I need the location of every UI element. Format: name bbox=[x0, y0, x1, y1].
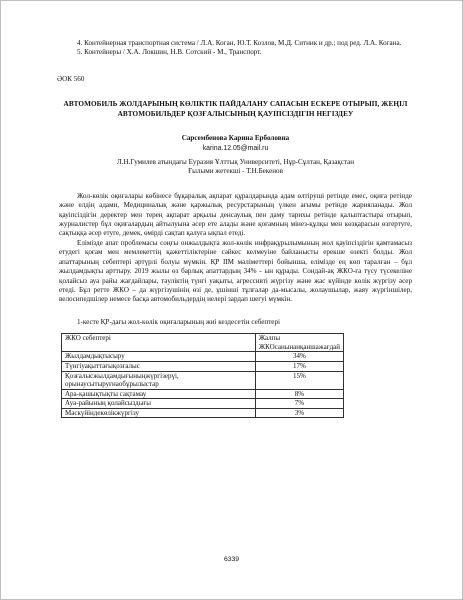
table-row bbox=[62, 371, 344, 389]
table-cell-share: 7% bbox=[255, 399, 343, 409]
body-paragraph: Жол-көлік оқиғалары көбінесе бұқаралық ақпарат құралдарында адам өлтіруші ретінде емес, оқиға ретінде және елдің адами, Медициналық және қаржылық ресурстарының үлкен ағымы ретінде жарияланады. Жол қауіпсіздігін деректер мен терең ақпарат арқылы денсаулық пен даму тарихы ретінде қалыптастыра отырып, журналистер бұл оқиғалардың айтылуына әсер ете алады және қоғамның мінез-құлқы мен көзқарасын өзгертуге, сақтыққа әсер етуге, демек, өмірді сақтап қалуға ықпал етеді. bbox=[59, 191, 412, 238]
page-number: 6339 bbox=[223, 556, 240, 563]
table-cell-cause: Ара-қашықтықты сақтамау bbox=[62, 389, 256, 399]
table-row bbox=[62, 408, 344, 418]
table-cell-cause: Қозғалысжылдамдығыныңжүргізерүі, орынаусытыруғнаобұрылыстар bbox=[62, 371, 256, 389]
table-caption: 1-кесте ҚР-дағы жол-көлік оқиғаларының жиі кездесетін себептері bbox=[77, 317, 280, 326]
supervisor: Ғылыми жетекші - Т.Н.Бекенов bbox=[188, 167, 283, 176]
table-cell-share: 3% bbox=[255, 408, 343, 418]
reference-item: 4. Контейнерная транспортная система / Л.А. Коган, Ю.Т. Козлов, М.Д. Ситник и др.; под ред. Л.А. Когана. bbox=[77, 39, 402, 47]
author-email: karina.12.05@mail.ru bbox=[202, 144, 269, 152]
author-affiliation: Л.Н.Гумилев атындағы Еуразия Ұлттық Университеті, Нұр-Сұлтан, Қазақстан bbox=[116, 158, 355, 167]
table-cell-share: 34% bbox=[255, 352, 343, 362]
table-cell-cause: Жылдамдықтысыру bbox=[62, 352, 256, 362]
author-name: Сарсембенова Карина Ерболовна bbox=[181, 134, 290, 143]
table-row bbox=[62, 361, 344, 371]
udk-code: ӘОК 560 bbox=[57, 74, 85, 83]
table-row bbox=[62, 389, 344, 399]
table-header-row bbox=[62, 334, 344, 352]
causes-table bbox=[61, 333, 344, 418]
table-cell-share: 17% bbox=[255, 361, 343, 371]
article-title: АВТОМОБИЛЬ ЖОЛДАРЫНЫҢ КӨЛІКТІК ПАЙДАЛАНУ САПАСЫН ЕСКЕРЕ ОТЫРЫП, ЖЕҢІЛ АВТОМОБИЛЬДЕР ҚОЗҒАЛЫСЫНЫҢ ҚАУІПСІЗДІГІН НЕГІЗДЕУ bbox=[63, 100, 408, 119]
page-content bbox=[59, 39, 412, 418]
table-header-cell: ЖКО себептері bbox=[62, 334, 256, 352]
table-row bbox=[62, 352, 344, 362]
body-paragraph: Елімізде апат проблемасы соңғы онжылдықта жол-көлік инфрақұрылымының жол қауіпсіздігін қамтамасыз етудегі қоғам мен мемлекеттің қажеттіліктеріне сәйкес келмеуіне байланысты ерекше өзекті болды. Жол апаттарының себептері әртүрлі болуы мүмкін. ҚР ІІМ мәліметтері бойынша, елімізде ең көп таралған – бұл жылдамдықты арттыру. 2019 жылы өз барлық апаттардың 34% - ын құрады. Сондай-ақ ЖКО-ға түсу түсекеліне қолайсыз ауа райы жағдайлары, тәуліктің түнгі уақыты, агрессивті жүргізу және жас күйінде көлік жүргізу әсер етеді. Бұл ретте ЖКО – да жүргізушінің өзі де, ұшінші тұлғалар да-мысалы, жолаушылар, жаяу жүргіншілер, велосипедшілер немесе басқа автомобильдердің иелері зардап шегуі мүмкін. bbox=[59, 238, 412, 304]
table-cell-cause: Ауа-райының қолайсыздығы bbox=[62, 399, 256, 409]
table-header-cell: Жалпы ЖКОсанынанқаншажағдай bbox=[255, 334, 343, 352]
table-cell-share: 8% bbox=[255, 389, 343, 399]
table-row bbox=[62, 399, 344, 409]
table-cell-share: 15% bbox=[255, 371, 343, 389]
table-cell-cause: Түнгіуақыттағықозғалыс bbox=[62, 361, 256, 371]
table-cell-cause: Мaскүйіндекөлікжүргізу bbox=[62, 408, 256, 418]
reference-item: 5. Контейнеры / Х.А. Локшин, Н.В. Сотский - М., Транспорт. bbox=[77, 48, 262, 57]
